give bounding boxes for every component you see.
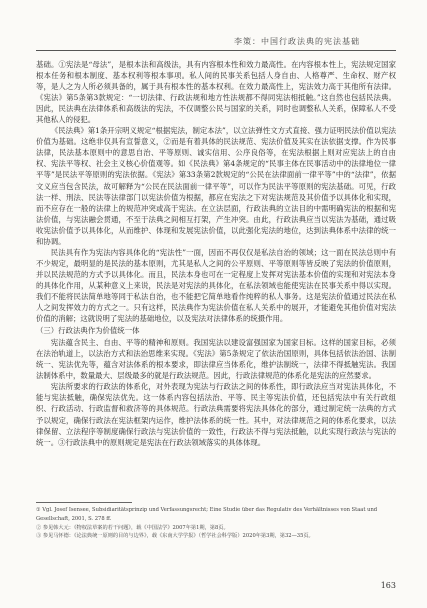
- section-subheading: （三）行政法典作为价值统一体: [36, 326, 140, 336]
- header-rule: [36, 50, 396, 51]
- paragraph: 民法具有作为宪法内容具体化的“宪法性”一面，因而不再仅仅是私法自治的领域；这一面在民法总则中有不少规定，最明显的是民法的基本原则，尤其是私人之间的公平原则、平等原则等皆反映了宪法的价值原则，并以民法规范的方式予以具体化。而且，民法本身也可在一定程度上发挥对宪法基本价值的实现和对宪法本身的具体化作用，从某种意义上来说，民法是对宪法的具体化，在私法领域也能使宪法在民事关系中得以实现。我们不能将民法简单地等同于私法自治，也不能把它简单地看作纯粹的私人事务。这是宪法价值通过民法在私人之间发挥效力的方式之一。只有这样，民法典作为宪法价值在私人关系中的展开，才能避免其他价值对宪法价值的消解；这就说明了宪法的基础地位，以及宪法对法律体系的统摄作用。: [36, 247, 396, 324]
- page-number: 163: [380, 581, 396, 590]
- footnotes: [36, 506, 396, 541]
- paragraph: 宪法蕴含民主、自由、平等的精神和原则。我国宪法以建设富强国家为国家目标。这样的国家目标，必须在法治轨道上，以法治方式和法治思维来实现。《宪法》第5条规定了依法治国原则，具体包括依法治国、法制统一、宪法优先等，蕴含对法体系的根本要求，即法律应当体系化，维护法制统一，法律不得抵触宪法。我国法制体系中，数量最大、层级最多的就是行政法规范。因此，行政法律规范的体系化是宪法的应然要求。: [36, 338, 396, 381]
- footnote-rule: [36, 502, 132, 503]
- footnote: ③ 参见马怀德：《论法典统一原则的目的与边界》，载《东南大学学报》（哲学社会科学版）2020年第3期，第32—35页。: [36, 533, 314, 540]
- running-header: 李策：中国行政法典的宪法基础: [234, 37, 360, 46]
- paragraph: 宪法所要求的行政法的体系化，对外表现为宪法与行政法之间的体系性，即行政法应当对宪法具体化，不能与宪法抵触，确保宪法优先。这一体系内容包括法治、平等、民主等宪法价值，还包括宪法中有关行政组织、行政活动、行政监督和救济等的具体规范。行政法典需要将宪法具体化的部分，通过制定统一法典的方式予以规定，确保行政法在宪法框架内运作，维护法体系的统一性。其中，对法律规范之间的体系化要求，以法律保留、立法程序等制度确保行政法与宪法价值的一致性，行政法不得与宪法抵触，以此实现行政法与宪法的统一。③行政法典中的原则规定是宪法在行政法领域落实的具体体现。: [36, 382, 396, 447]
- body-text: [36, 59, 396, 448]
- paragraph: 《民法典》第1条开宗明义规定“根据宪法，制定本法”，以立法弹性文方式直接、强力证明民法价值以宪法价值为基础。这绝非仅具有宣誓意义，②而是有着具体的民法规范、宪法价值及其实在法依据支撑。作为民事法律，民法基本原则中的意思自治、平等原则、诚实信用、公序良俗等，在宪法根据上则对应宪法上的自由权、宪法平等权、社会主义核心价值观等。如《民法典》第4条规定的“民事主体在民事活动中的法律地位一律平等”是民法平等原则的宪法依据。《宪法》第33条第2款规定的“公民在法律面前一律平等”中的“法律”，依据文义应当包含民法，故可解释为“公民在民法面前一律平等”，可以作为民法平等原则的宪法基础。可见，行政法一样、刑法、民法等法律部门以宪法价值为根据，都应在宪法之下对宪法规范及其价值予以具体化和实现，而不应存在一般的法律上的规范冲突或高于宪法。在立法层面，行政法典的立法目的中需明确宪法的根据和宪法价值，与宪法融会贯通，不至于法典之间相互打架，产生冲突。由此，行政法典应当以宪法为基础，通过吸收宪法价值予以具体化，从而维护、体现和发展宪法价值，以此强化宪法的地位，达到法典体系中法律的统一和协调。: [36, 126, 396, 246]
- paragraph: 基础。①宪法是“母法”，是根本法和高级法，具有内容根本性和效力最高性。在内容根本性上，宪法规定国家根本任务和根本制度、基本权利等根本事项。私人间的民事关系包括人身自由、人格尊严、生命权、财产权等，是人之为人所必须具备的，属于具有根本性的基本权利。在效力最高性上，宪法效力高于其他所有法律。《宪法》第5条第3款规定：“一切法律、行政法规和地方性法规都不得同宪法相抵触。”这自然也包括民法典。因此，民法典在法律体系和高级法的宪法，不仅调整公民与国家的关系，同时也调整私人关系，保障私人不受其他私人的侵犯。: [36, 60, 396, 125]
- footnote: ② 参见韩大元：《物权法草案的若干问题》，载《中国法学》2007年第1期，第8页。: [36, 524, 229, 531]
- footnote: ① Vgl. Josef Isensee, Subsidiaritätsprinzip und Verfassungsrecht; Eine Studie über das Regulativ des Verhältnisses von Staat und Gesellschaft, 2001, S. 278 ff.: [36, 507, 378, 522]
